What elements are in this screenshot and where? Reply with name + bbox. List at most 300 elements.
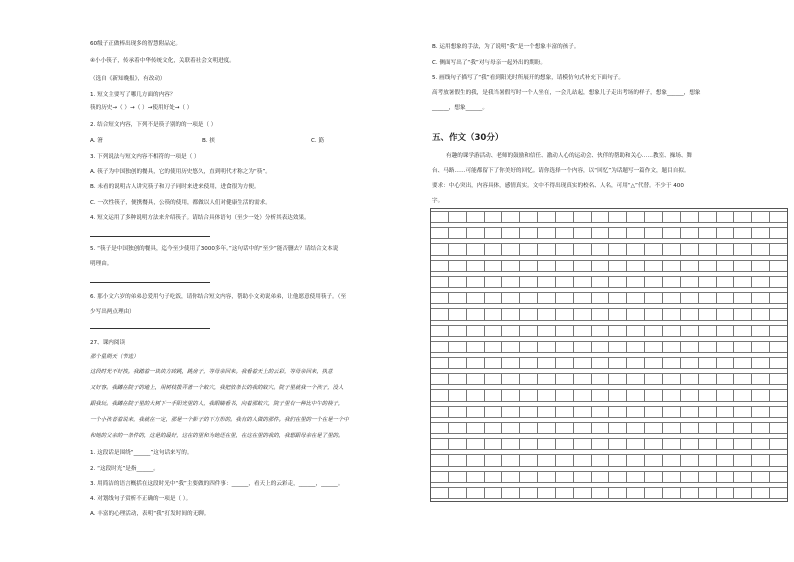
grid-cell[interactable] [626,487,644,499]
grid-cell[interactable] [626,341,644,353]
grid-cell[interactable] [537,227,555,239]
grid-cell[interactable] [519,438,537,450]
grid-cell[interactable] [751,471,769,483]
grid-cell[interactable] [733,211,751,223]
grid-cell[interactable] [431,308,448,320]
grid-cell[interactable] [431,341,448,353]
grid-cell[interactable] [537,422,555,434]
grid-cell[interactable] [591,487,609,499]
grid-cell[interactable] [519,454,537,466]
grid-cell[interactable] [680,260,698,272]
grid-cell[interactable] [448,389,466,401]
grid-cell[interactable] [519,341,537,353]
grid-cell[interactable] [680,487,698,499]
grid-cell[interactable] [608,308,626,320]
grid-cell[interactable] [431,471,448,483]
grid-cell[interactable] [448,406,466,418]
grid-cell[interactable] [626,454,644,466]
grid-cell[interactable] [466,471,484,483]
grid-cell[interactable] [626,227,644,239]
grid-cell[interactable] [555,373,573,385]
grid-cell[interactable] [662,471,680,483]
grid-cell[interactable] [555,292,573,304]
grid-cell[interactable] [466,438,484,450]
grid-cell[interactable] [484,454,502,466]
grid-cell[interactable] [466,260,484,272]
grid-cell[interactable] [591,227,609,239]
grid-cell[interactable] [501,454,519,466]
grid-cell[interactable] [431,276,448,288]
grid-cell[interactable] [680,276,698,288]
grid-cell[interactable] [698,406,716,418]
grid-cell[interactable] [591,211,609,223]
grid-cell[interactable] [448,357,466,369]
grid-cell[interactable] [751,373,769,385]
grid-cell[interactable] [448,227,466,239]
grid-cell[interactable] [680,454,698,466]
grid-cell[interactable] [484,422,502,434]
grid-cell[interactable] [573,292,591,304]
grid-cell[interactable] [466,357,484,369]
grid-cell[interactable] [644,357,662,369]
grid-cell[interactable] [555,308,573,320]
grid-cell[interactable] [680,357,698,369]
grid-cell[interactable] [716,260,734,272]
grid-cell[interactable] [519,292,537,304]
grid-cell[interactable] [662,389,680,401]
grid-cell[interactable] [680,422,698,434]
grid-cell[interactable] [573,438,591,450]
grid-cell[interactable] [751,422,769,434]
grid-cell[interactable] [644,227,662,239]
grid-cell[interactable] [716,276,734,288]
grid-cell[interactable] [484,243,502,255]
grid-cell[interactable] [751,276,769,288]
grid-cell[interactable] [769,373,787,385]
grid-cell[interactable] [716,227,734,239]
grid-cell[interactable] [448,243,466,255]
grid-cell[interactable] [698,276,716,288]
grid-cell[interactable] [537,389,555,401]
grid-cell[interactable] [591,325,609,337]
grid-cell[interactable] [484,276,502,288]
grid-cell[interactable] [626,292,644,304]
grid-cell[interactable] [716,357,734,369]
grid-cell[interactable] [751,243,769,255]
grid-cell[interactable] [644,292,662,304]
grid-cell[interactable] [466,325,484,337]
grid-cell[interactable] [591,454,609,466]
grid-cell[interactable] [573,276,591,288]
grid-cell[interactable] [466,406,484,418]
grid-cell[interactable] [698,422,716,434]
grid-cell[interactable] [448,471,466,483]
grid-cell[interactable] [716,292,734,304]
grid-cell[interactable] [680,438,698,450]
grid-cell[interactable] [591,276,609,288]
grid-cell[interactable] [573,227,591,239]
grid-cell[interactable] [626,276,644,288]
grid-cell[interactable] [733,325,751,337]
grid-cell[interactable] [698,292,716,304]
grid-cell[interactable] [644,454,662,466]
grid-cell[interactable] [680,406,698,418]
grid-cell[interactable] [537,357,555,369]
grid-cell[interactable] [431,211,448,223]
grid-cell[interactable] [501,487,519,499]
grid-cell[interactable] [769,389,787,401]
grid-cell[interactable] [555,341,573,353]
grid-cell[interactable] [733,276,751,288]
essay-writing-grid[interactable] [430,208,788,502]
grid-cell[interactable] [698,243,716,255]
grid-cell[interactable] [519,357,537,369]
grid-cell[interactable] [626,373,644,385]
grid-cell[interactable] [769,357,787,369]
grid-cell[interactable] [466,389,484,401]
grid-cell[interactable] [644,276,662,288]
grid-cell[interactable] [537,454,555,466]
grid-cell[interactable] [591,389,609,401]
grid-cell[interactable] [519,260,537,272]
grid-cell[interactable] [466,227,484,239]
grid-cell[interactable] [680,325,698,337]
grid-cell[interactable] [519,276,537,288]
grid-cell[interactable] [698,438,716,450]
grid-cell[interactable] [573,211,591,223]
grid-cell[interactable] [537,308,555,320]
grid-cell[interactable] [769,211,787,223]
grid-cell[interactable] [608,406,626,418]
grid-cell[interactable] [448,211,466,223]
grid-cell[interactable] [716,389,734,401]
grid-cell[interactable] [644,325,662,337]
grid-cell[interactable] [501,389,519,401]
grid-cell[interactable] [448,341,466,353]
grid-cell[interactable] [484,308,502,320]
grid-cell[interactable] [626,308,644,320]
grid-cell[interactable] [662,325,680,337]
grid-cell[interactable] [555,227,573,239]
grid-cell[interactable] [608,471,626,483]
grid-cell[interactable] [644,406,662,418]
grid-cell[interactable] [662,276,680,288]
grid-cell[interactable] [716,471,734,483]
grid-cell[interactable] [751,308,769,320]
grid-cell[interactable] [608,211,626,223]
grid-cell[interactable] [733,389,751,401]
grid-cell[interactable] [591,406,609,418]
grid-cell[interactable] [537,325,555,337]
grid-cell[interactable] [537,406,555,418]
grid-cell[interactable] [769,454,787,466]
grid-cell[interactable] [769,227,787,239]
grid-cell[interactable] [698,325,716,337]
grid-cell[interactable] [608,454,626,466]
grid-cell[interactable] [733,373,751,385]
grid-cell[interactable] [608,389,626,401]
grid-cell[interactable] [608,325,626,337]
grid-cell[interactable] [733,487,751,499]
grid-cell[interactable] [662,357,680,369]
grid-cell[interactable] [716,487,734,499]
grid-cell[interactable] [591,243,609,255]
grid-cell[interactable] [751,227,769,239]
grid-cell[interactable] [466,454,484,466]
grid-cell[interactable] [608,227,626,239]
grid-cell[interactable] [626,243,644,255]
grid-cell[interactable] [448,454,466,466]
grid-cell[interactable] [680,243,698,255]
grid-cell[interactable] [591,438,609,450]
grid-cell[interactable] [555,438,573,450]
grid-cell[interactable] [769,471,787,483]
grid-cell[interactable] [466,292,484,304]
grid-cell[interactable] [733,454,751,466]
grid-cell[interactable] [680,373,698,385]
grid-cell[interactable] [537,243,555,255]
grid-cell[interactable] [484,487,502,499]
grid-cell[interactable] [448,260,466,272]
grid-cell[interactable] [662,211,680,223]
grid-cell[interactable] [733,422,751,434]
grid-cell[interactable] [431,422,448,434]
grid-cell[interactable] [431,260,448,272]
grid-cell[interactable] [431,357,448,369]
grid-cell[interactable] [555,454,573,466]
grid-cell[interactable] [573,341,591,353]
grid-cell[interactable] [644,211,662,223]
grid-cell[interactable] [519,422,537,434]
grid-cell[interactable] [555,487,573,499]
grid-cell[interactable] [501,341,519,353]
grid-cell[interactable] [519,487,537,499]
grid-cell[interactable] [698,227,716,239]
grid-cell[interactable] [501,308,519,320]
grid-cell[interactable] [769,341,787,353]
grid-cell[interactable] [626,406,644,418]
grid-cell[interactable] [537,211,555,223]
grid-cell[interactable] [484,389,502,401]
grid-cell[interactable] [644,308,662,320]
grid-cell[interactable] [466,422,484,434]
grid-cell[interactable] [698,341,716,353]
grid-cell[interactable] [698,471,716,483]
grid-cell[interactable] [466,243,484,255]
grid-cell[interactable] [733,438,751,450]
grid-cell[interactable] [608,276,626,288]
grid-cell[interactable] [591,341,609,353]
grid-cell[interactable] [573,487,591,499]
grid-cell[interactable] [573,389,591,401]
grid-cell[interactable] [608,373,626,385]
grid-cell[interactable] [662,422,680,434]
grid-cell[interactable] [698,487,716,499]
grid-cell[interactable] [484,341,502,353]
grid-cell[interactable] [448,325,466,337]
grid-cell[interactable] [644,260,662,272]
grid-cell[interactable] [555,471,573,483]
grid-cell[interactable] [484,357,502,369]
grid-cell[interactable] [519,471,537,483]
grid-cell[interactable] [501,227,519,239]
grid-cell[interactable] [662,406,680,418]
grid-cell[interactable] [555,260,573,272]
grid-cell[interactable] [662,373,680,385]
grid-cell[interactable] [680,341,698,353]
grid-cell[interactable] [733,227,751,239]
grid-cell[interactable] [484,373,502,385]
grid-cell[interactable] [555,389,573,401]
grid-cell[interactable] [769,438,787,450]
grid-cell[interactable] [733,243,751,255]
grid-cell[interactable] [555,211,573,223]
grid-cell[interactable] [466,276,484,288]
grid-cell[interactable] [573,454,591,466]
grid-cell[interactable] [573,260,591,272]
grid-cell[interactable] [716,211,734,223]
grid-cell[interactable] [751,389,769,401]
grid-cell[interactable] [537,487,555,499]
grid-cell[interactable] [751,260,769,272]
grid-cell[interactable] [733,292,751,304]
grid-cell[interactable] [716,308,734,320]
grid-cell[interactable] [769,325,787,337]
grid-cell[interactable] [644,389,662,401]
grid-cell[interactable] [573,357,591,369]
grid-cell[interactable] [769,308,787,320]
grid-cell[interactable] [626,325,644,337]
grid-cell[interactable] [751,325,769,337]
grid-cell[interactable] [716,341,734,353]
grid-cell[interactable] [751,357,769,369]
grid-cell[interactable] [573,373,591,385]
grid-cell[interactable] [573,325,591,337]
grid-cell[interactable] [662,243,680,255]
grid-cell[interactable] [644,243,662,255]
grid-cell[interactable] [448,308,466,320]
grid-cell[interactable] [644,438,662,450]
grid-cell[interactable] [519,389,537,401]
grid-cell[interactable] [716,325,734,337]
grid-cell[interactable] [662,227,680,239]
grid-cell[interactable] [698,373,716,385]
grid-cell[interactable] [501,211,519,223]
grid-cell[interactable] [501,276,519,288]
grid-cell[interactable] [626,211,644,223]
grid-cell[interactable] [716,243,734,255]
grid-cell[interactable] [537,341,555,353]
grid-cell[interactable] [555,422,573,434]
grid-cell[interactable] [448,276,466,288]
grid-cell[interactable] [733,341,751,353]
grid-cell[interactable] [769,406,787,418]
grid-cell[interactable] [431,487,448,499]
grid-cell[interactable] [555,357,573,369]
grid-cell[interactable] [680,227,698,239]
grid-cell[interactable] [644,487,662,499]
grid-cell[interactable] [555,406,573,418]
grid-cell[interactable] [662,438,680,450]
grid-cell[interactable] [448,422,466,434]
grid-cell[interactable] [431,406,448,418]
grid-cell[interactable] [555,243,573,255]
grid-cell[interactable] [751,406,769,418]
grid-cell[interactable] [519,406,537,418]
grid-cell[interactable] [573,243,591,255]
grid-cell[interactable] [680,308,698,320]
grid-cell[interactable] [431,373,448,385]
grid-cell[interactable] [626,357,644,369]
grid-cell[interactable] [626,438,644,450]
grid-cell[interactable] [431,227,448,239]
grid-cell[interactable] [501,422,519,434]
grid-cell[interactable] [644,422,662,434]
grid-cell[interactable] [573,422,591,434]
grid-cell[interactable] [751,487,769,499]
grid-cell[interactable] [608,341,626,353]
grid-cell[interactable] [555,276,573,288]
grid-cell[interactable] [716,373,734,385]
grid-cell[interactable] [431,325,448,337]
grid-cell[interactable] [608,438,626,450]
grid-cell[interactable] [484,471,502,483]
grid-cell[interactable] [501,373,519,385]
grid-cell[interactable] [698,260,716,272]
grid-cell[interactable] [537,471,555,483]
grid-cell[interactable] [644,341,662,353]
grid-cell[interactable] [608,292,626,304]
grid-cell[interactable] [680,292,698,304]
grid-cell[interactable] [519,308,537,320]
grid-cell[interactable] [680,211,698,223]
grid-cell[interactable] [591,308,609,320]
grid-cell[interactable] [698,357,716,369]
grid-cell[interactable] [608,243,626,255]
grid-cell[interactable] [680,471,698,483]
grid-cell[interactable] [431,438,448,450]
grid-cell[interactable] [519,211,537,223]
grid-cell[interactable] [519,227,537,239]
grid-cell[interactable] [751,211,769,223]
grid-cell[interactable] [573,406,591,418]
grid-cell[interactable] [662,292,680,304]
grid-cell[interactable] [769,292,787,304]
grid-cell[interactable] [716,438,734,450]
grid-cell[interactable] [662,341,680,353]
grid-cell[interactable] [573,471,591,483]
grid-cell[interactable] [698,454,716,466]
grid-cell[interactable] [733,308,751,320]
grid-cell[interactable] [698,308,716,320]
grid-cell[interactable] [537,276,555,288]
grid-cell[interactable] [431,243,448,255]
grid-cell[interactable] [466,211,484,223]
grid-cell[interactable] [626,471,644,483]
grid-cell[interactable] [662,487,680,499]
grid-cell[interactable] [431,292,448,304]
grid-cell[interactable] [501,357,519,369]
grid-cell[interactable] [484,227,502,239]
grid-cell[interactable] [644,373,662,385]
grid-cell[interactable] [591,373,609,385]
grid-cell[interactable] [662,260,680,272]
grid-cell[interactable] [698,389,716,401]
grid-cell[interactable] [591,292,609,304]
grid-cell[interactable] [501,260,519,272]
grid-cell[interactable] [466,341,484,353]
grid-cell[interactable] [501,406,519,418]
